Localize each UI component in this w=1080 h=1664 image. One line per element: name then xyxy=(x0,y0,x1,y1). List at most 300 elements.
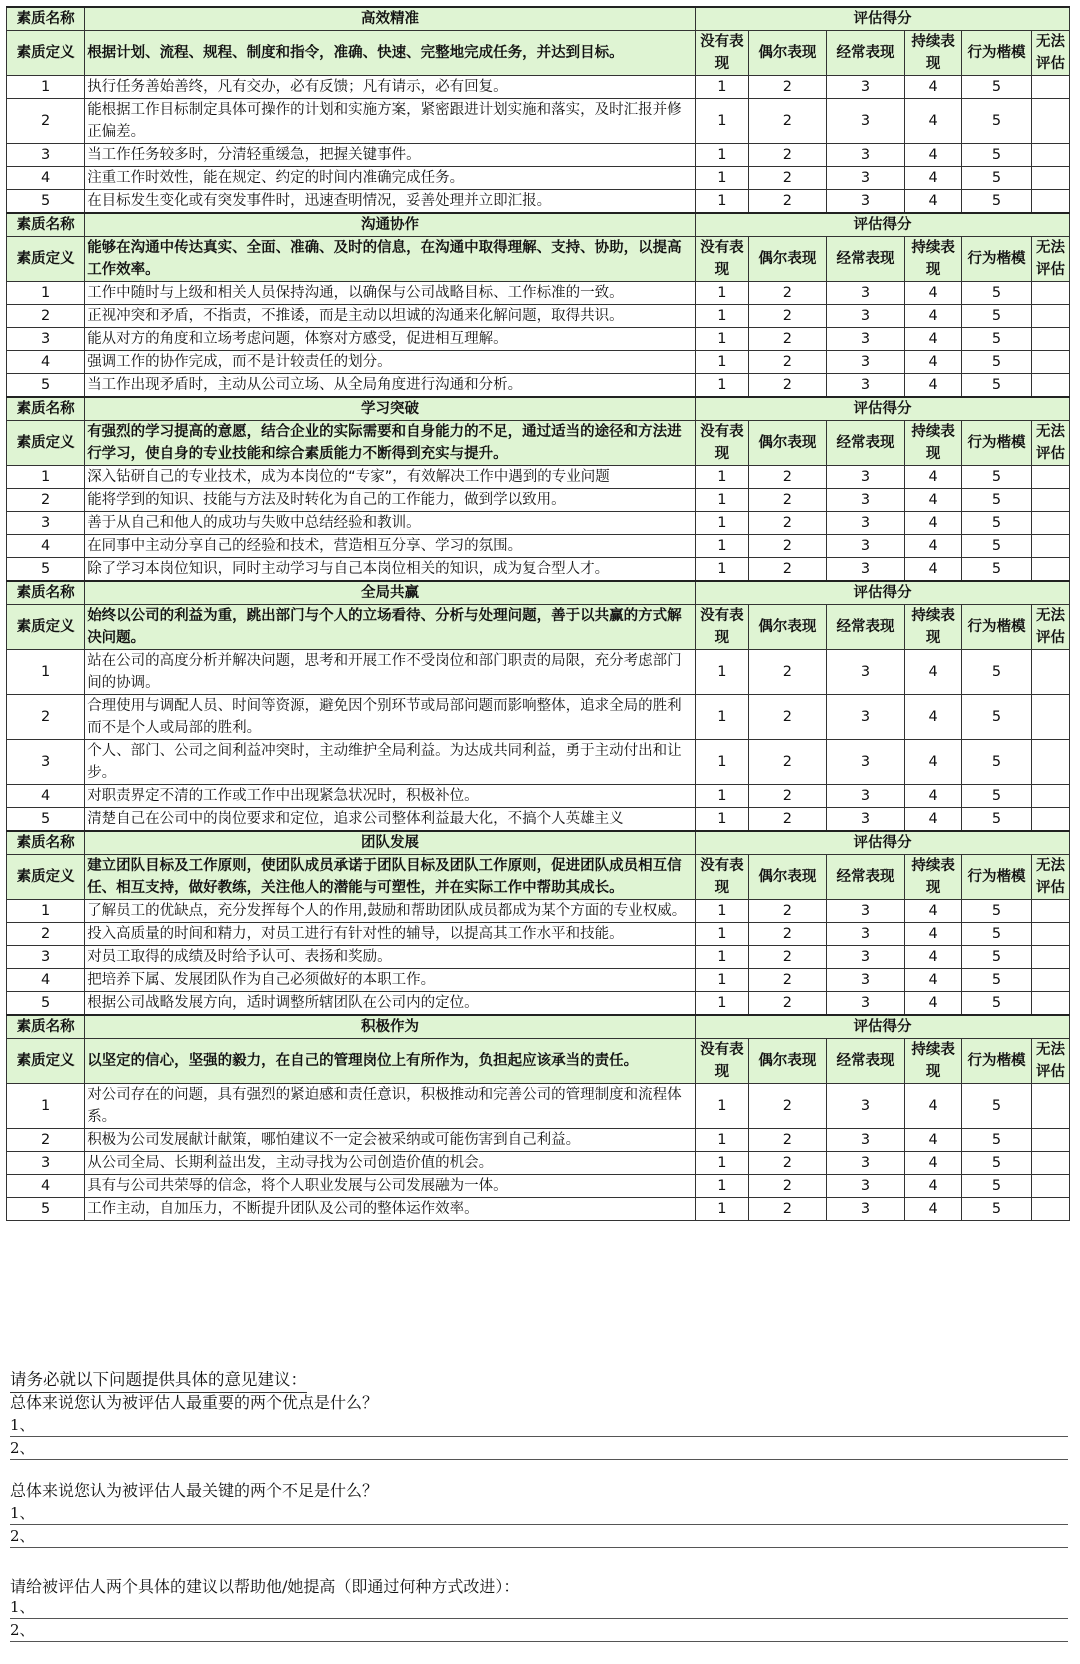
behavior-text: 合理使用与调配人员、时间等资源，避免因个别环节或局部问题而影响整体，追求全局的胜利而不是个人或局部的胜利。 xyxy=(85,695,696,740)
score-option[interactable]: 3 xyxy=(826,351,904,374)
score-option[interactable]: 2 xyxy=(748,992,826,1016)
behavior-text: 注重工作时效性，能在规定、约定的时间内准确完成任务。 xyxy=(85,167,696,190)
score-option[interactable]: 2 xyxy=(748,282,826,305)
score-option[interactable]: 4 xyxy=(905,351,962,374)
score-option[interactable]: 5 xyxy=(962,969,1032,992)
score-option[interactable]: 3 xyxy=(826,190,904,214)
option-frequent: 经常表现 xyxy=(826,1039,904,1084)
option-occasional: 偶尔表现 xyxy=(748,237,826,282)
score-option[interactable]: 1 xyxy=(695,351,748,374)
behavior-row xyxy=(7,740,1070,785)
competency-name: 学习突破 xyxy=(85,397,696,421)
score-option[interactable]: 5 xyxy=(962,808,1032,832)
score-option[interactable]: 3 xyxy=(826,808,904,832)
name-label: 素质名称 xyxy=(7,213,85,237)
score-option[interactable]: 2 xyxy=(748,923,826,946)
score-option[interactable]: 4 xyxy=(905,650,962,695)
score-option[interactable]: 5 xyxy=(962,558,1032,582)
behavior-text: 除了学习本岗位知识，同时主动学习与自己本岗位相关的知识，成为复合型人才。 xyxy=(85,558,696,582)
score-option[interactable]: 4 xyxy=(905,512,962,535)
score-option[interactable]: 4 xyxy=(905,785,962,808)
cannot-evaluate-cell[interactable] xyxy=(1031,512,1069,535)
score-option[interactable]: 5 xyxy=(962,466,1032,489)
score-option[interactable]: 2 xyxy=(748,695,826,740)
score-option[interactable]: 3 xyxy=(826,740,904,785)
score-option[interactable]: 1 xyxy=(695,808,748,832)
option-continuous: 持续表现 xyxy=(905,237,962,282)
score-option[interactable]: 2 xyxy=(748,535,826,558)
cannot-evaluate-cell[interactable] xyxy=(1031,1175,1069,1198)
score-option[interactable]: 4 xyxy=(905,969,962,992)
score-option[interactable]: 1 xyxy=(695,99,748,144)
score-option[interactable]: 4 xyxy=(905,167,962,190)
behavior-text: 个人、部门、公司之间利益冲突时，主动维护全局利益。为达成共同利益，勇于主动付出和让步。 xyxy=(85,740,696,785)
behavior-text: 能从对方的角度和立场考虑问题，体察对方感受，促进相互理解。 xyxy=(85,328,696,351)
behavior-row xyxy=(7,99,1070,144)
score-option[interactable]: 5 xyxy=(962,740,1032,785)
score-option[interactable]: 1 xyxy=(695,1152,748,1175)
item-number: 3 xyxy=(7,740,85,785)
behavior-row xyxy=(7,695,1070,740)
score-option[interactable]: 3 xyxy=(826,946,904,969)
feedback-question: 总体来说您认为被评估人最关键的两个不足是什么？ xyxy=(10,1481,379,1500)
option-continuous: 持续表现 xyxy=(905,605,962,650)
score-option[interactable]: 5 xyxy=(962,535,1032,558)
item-number: 2 xyxy=(7,923,85,946)
score-option[interactable]: 3 xyxy=(826,374,904,398)
score-option[interactable]: 4 xyxy=(905,740,962,785)
cannot-evaluate-cell[interactable] xyxy=(1031,946,1069,969)
cannot-evaluate-cell[interactable] xyxy=(1031,144,1069,167)
competency-header-row xyxy=(7,831,1070,855)
behavior-text: 清楚自己在公司中的岗位要求和定位，追求公司整体利益最大化，不搞个人英雄主义 xyxy=(85,808,696,832)
cannot-evaluate-cell[interactable] xyxy=(1031,808,1069,832)
definition-row xyxy=(7,31,1070,76)
score-option[interactable]: 2 xyxy=(748,99,826,144)
competency-definition: 始终以公司的利益为重，跳出部门与个人的立场看待、分析与处理问题，善于以共赢的方式解决问题。 xyxy=(85,605,696,650)
feedback-question: 总体来说您认为被评估人最重要的两个优点是什么？ xyxy=(10,1393,379,1412)
option-continuous: 持续表现 xyxy=(905,1039,962,1084)
score-option[interactable]: 4 xyxy=(905,1175,962,1198)
score-option[interactable]: 3 xyxy=(826,1198,904,1221)
score-option[interactable]: 4 xyxy=(905,1152,962,1175)
score-option[interactable]: 5 xyxy=(962,167,1032,190)
score-option[interactable]: 2 xyxy=(748,558,826,582)
competency-name: 积极作为 xyxy=(85,1015,696,1039)
behavior-text: 能根据工作目标制定具体可操作的计划和实施方案，紧密跟进计划实施和落实，及时汇报并修正偏差。 xyxy=(85,99,696,144)
item-number: 4 xyxy=(7,969,85,992)
score-option[interactable]: 2 xyxy=(748,1084,826,1129)
behavior-row xyxy=(7,144,1070,167)
option-role-model: 行为楷模 xyxy=(962,605,1032,650)
item-number: 2 xyxy=(7,489,85,512)
score-option[interactable]: 1 xyxy=(695,992,748,1016)
score-option[interactable]: 5 xyxy=(962,1129,1032,1152)
cannot-evaluate-cell[interactable] xyxy=(1031,558,1069,582)
score-option[interactable]: 3 xyxy=(826,489,904,512)
score-option[interactable]: 4 xyxy=(905,923,962,946)
behavior-text: 积极为公司发展献计献策，哪怕建议不一定会被采纳或可能伤害到自己利益。 xyxy=(85,1129,696,1152)
cannot-evaluate-cell[interactable] xyxy=(1031,1129,1069,1152)
score-option[interactable]: 2 xyxy=(748,144,826,167)
score-option[interactable]: 3 xyxy=(826,144,904,167)
score-option[interactable]: 5 xyxy=(962,923,1032,946)
score-option[interactable]: 2 xyxy=(748,1152,826,1175)
score-option[interactable]: 5 xyxy=(962,351,1032,374)
evaluation-sheet xyxy=(6,6,1070,1221)
cannot-evaluate-cell[interactable] xyxy=(1031,282,1069,305)
score-option[interactable]: 4 xyxy=(905,808,962,832)
cannot-evaluate-cell[interactable] xyxy=(1031,374,1069,398)
competency-header-row xyxy=(7,1015,1070,1039)
competency-header-row xyxy=(7,397,1070,421)
competency-definition: 根据计划、流程、规程、制度和指令，准确、快速、完整地完成任务，并达到目标。 xyxy=(85,31,696,76)
score-option[interactable]: 2 xyxy=(748,740,826,785)
score-option[interactable]: 3 xyxy=(826,785,904,808)
score-option[interactable]: 5 xyxy=(962,144,1032,167)
cannot-evaluate-cell[interactable] xyxy=(1031,650,1069,695)
score-option[interactable]: 4 xyxy=(905,144,962,167)
score-option[interactable]: 2 xyxy=(748,328,826,351)
score-option[interactable]: 4 xyxy=(905,695,962,740)
behavior-row xyxy=(7,1129,1070,1152)
behavior-text: 具有与公司共荣辱的信念，将个人职业发展与公司发展融为一体。 xyxy=(85,1175,696,1198)
score-option[interactable]: 3 xyxy=(826,305,904,328)
score-option[interactable]: 5 xyxy=(962,785,1032,808)
competency-name: 高效精准 xyxy=(85,7,696,31)
cannot-evaluate-cell[interactable] xyxy=(1031,969,1069,992)
score-option[interactable]: 5 xyxy=(962,190,1032,214)
behavior-row xyxy=(7,785,1070,808)
score-option[interactable]: 1 xyxy=(695,785,748,808)
score-option[interactable]: 2 xyxy=(748,900,826,923)
score-option[interactable]: 3 xyxy=(826,167,904,190)
name-label: 素质名称 xyxy=(7,7,85,31)
option-frequent: 经常表现 xyxy=(826,855,904,900)
answer-line[interactable]: 1、 xyxy=(10,1596,1068,1619)
score-option[interactable]: 4 xyxy=(905,946,962,969)
definition-label: 素质定义 xyxy=(7,421,85,466)
score-option[interactable]: 5 xyxy=(962,76,1032,99)
score-option[interactable]: 5 xyxy=(962,1152,1032,1175)
item-number: 1 xyxy=(7,76,85,99)
item-number: 5 xyxy=(7,808,85,832)
behavior-row xyxy=(7,900,1070,923)
cannot-evaluate-cell[interactable] xyxy=(1031,535,1069,558)
option-occasional: 偶尔表现 xyxy=(748,605,826,650)
behavior-text: 对职责界定不清的工作或工作中出现紧急状况时，积极补位。 xyxy=(85,785,696,808)
score-option[interactable]: 2 xyxy=(748,808,826,832)
score-option[interactable]: 2 xyxy=(748,466,826,489)
competency-definition: 有强烈的学习提高的意愿，结合企业的实际需要和自身能力的不足，通过适当的途径和方法进行学习，使自身的专业技能和综合素质能力不断得到充实与提升。 xyxy=(85,421,696,466)
behavior-text: 在目标发生变化或有突发事件时，迅速查明情况，妥善处理并立即汇报。 xyxy=(85,190,696,214)
competency-name: 沟通协作 xyxy=(85,213,696,237)
score-option[interactable]: 3 xyxy=(826,1175,904,1198)
cannot-evaluate-cell[interactable] xyxy=(1031,695,1069,740)
behavior-row xyxy=(7,76,1070,99)
score-option[interactable]: 1 xyxy=(695,1198,748,1221)
definition-row xyxy=(7,1039,1070,1084)
option-occasional: 偶尔表现 xyxy=(748,1039,826,1084)
answer-line[interactable]: 1、 xyxy=(10,1502,1068,1525)
name-label: 素质名称 xyxy=(7,397,85,421)
option-no-show: 没有表现 xyxy=(695,1039,748,1084)
score-option[interactable]: 1 xyxy=(695,558,748,582)
score-option[interactable]: 5 xyxy=(962,946,1032,969)
score-option[interactable]: 2 xyxy=(748,512,826,535)
score-option[interactable]: 4 xyxy=(905,374,962,398)
item-number: 4 xyxy=(7,351,85,374)
option-occasional: 偶尔表现 xyxy=(748,855,826,900)
score-option[interactable]: 5 xyxy=(962,1084,1032,1129)
score-option[interactable]: 2 xyxy=(748,167,826,190)
behavior-text: 工作主动，自加压力，不断提升团队及公司的整体运作效率。 xyxy=(85,1198,696,1221)
score-option[interactable]: 3 xyxy=(826,535,904,558)
score-option[interactable]: 1 xyxy=(695,946,748,969)
option-continuous: 持续表现 xyxy=(905,855,962,900)
score-option[interactable]: 1 xyxy=(695,1129,748,1152)
behavior-text: 深入钻研自己的专业技术，成为本岗位的“专家”，有效解决工作中遇到的专业问题 xyxy=(85,466,696,489)
score-option[interactable]: 5 xyxy=(962,328,1032,351)
score-option[interactable]: 3 xyxy=(826,328,904,351)
cannot-evaluate-cell[interactable] xyxy=(1031,190,1069,214)
score-option[interactable]: 4 xyxy=(905,489,962,512)
behavior-text: 了解员工的优缺点，充分发挥每个人的作用,鼓励和帮助团队成员都成为某个方面的专业权威。 xyxy=(85,900,696,923)
behavior-text: 工作中随时与上级和相关人员保持沟通，以确保与公司战略目标、工作标准的一致。 xyxy=(85,282,696,305)
behavior-row xyxy=(7,535,1070,558)
score-option[interactable]: 3 xyxy=(826,695,904,740)
score-option[interactable]: 1 xyxy=(695,923,748,946)
score-option[interactable]: 3 xyxy=(826,76,904,99)
score-option[interactable]: 1 xyxy=(695,76,748,99)
score-option[interactable]: 2 xyxy=(748,489,826,512)
behavior-row xyxy=(7,1198,1070,1221)
score-option[interactable]: 3 xyxy=(826,969,904,992)
item-number: 4 xyxy=(7,1175,85,1198)
name-label: 素质名称 xyxy=(7,1015,85,1039)
score-option[interactable]: 3 xyxy=(826,923,904,946)
cannot-evaluate-cell[interactable] xyxy=(1031,1084,1069,1129)
cannot-evaluate-cell[interactable] xyxy=(1031,740,1069,785)
item-number: 1 xyxy=(7,650,85,695)
behavior-text: 执行任务善始善终，凡有交办，必有反馈；凡有请示，必有回复。 xyxy=(85,76,696,99)
score-option[interactable]: 4 xyxy=(905,900,962,923)
option-continuous: 持续表现 xyxy=(905,421,962,466)
score-option[interactable]: 5 xyxy=(962,374,1032,398)
cannot-evaluate-cell[interactable] xyxy=(1031,328,1069,351)
option-no-show: 没有表现 xyxy=(695,855,748,900)
score-option[interactable]: 3 xyxy=(826,1152,904,1175)
item-number: 5 xyxy=(7,992,85,1016)
option-no-show: 没有表现 xyxy=(695,237,748,282)
score-option[interactable]: 2 xyxy=(748,969,826,992)
score-option[interactable]: 3 xyxy=(826,282,904,305)
score-option[interactable]: 4 xyxy=(905,328,962,351)
score-option[interactable]: 5 xyxy=(962,512,1032,535)
score-option[interactable]: 5 xyxy=(962,695,1032,740)
score-option[interactable]: 1 xyxy=(695,374,748,398)
answer-line[interactable]: 2、 xyxy=(10,1619,1068,1642)
option-cannot-evaluate: 无法评估 xyxy=(1031,605,1069,650)
behavior-row xyxy=(7,351,1070,374)
score-option[interactable]: 4 xyxy=(905,76,962,99)
behavior-text: 当工作出现矛盾时，主动从公司立场、从全局角度进行沟通和分析。 xyxy=(85,374,696,398)
score-option[interactable]: 4 xyxy=(905,1198,962,1221)
option-no-show: 没有表现 xyxy=(695,605,748,650)
score-option[interactable]: 1 xyxy=(695,535,748,558)
behavior-text: 对公司存在的问题，具有强烈的紧迫感和责任意识，积极推动和完善公司的管理制度和流程体系。 xyxy=(85,1084,696,1129)
option-role-model: 行为楷模 xyxy=(962,31,1032,76)
cannot-evaluate-cell[interactable] xyxy=(1031,923,1069,946)
answer-line[interactable]: 1、 xyxy=(10,1414,1068,1437)
behavior-row xyxy=(7,512,1070,535)
score-option[interactable]: 4 xyxy=(905,992,962,1016)
behavior-text: 当工作任务较多时，分清轻重缓急，把握关键事件。 xyxy=(85,144,696,167)
score-option[interactable]: 3 xyxy=(826,466,904,489)
cannot-evaluate-cell[interactable] xyxy=(1031,1198,1069,1221)
score-option[interactable]: 5 xyxy=(962,650,1032,695)
option-frequent: 经常表现 xyxy=(826,31,904,76)
cannot-evaluate-cell[interactable] xyxy=(1031,76,1069,99)
score-option[interactable]: 3 xyxy=(826,1084,904,1129)
score-option[interactable]: 2 xyxy=(748,785,826,808)
competency-definition: 能够在沟通中传达真实、全面、准确、及时的信息，在沟通中取得理解、支持、协助，以提高工作效率。 xyxy=(85,237,696,282)
score-option[interactable]: 4 xyxy=(905,535,962,558)
score-option[interactable]: 4 xyxy=(905,1084,962,1129)
score-option[interactable]: 1 xyxy=(695,305,748,328)
cannot-evaluate-cell[interactable] xyxy=(1031,1152,1069,1175)
score-option[interactable]: 2 xyxy=(748,1129,826,1152)
cannot-evaluate-cell[interactable] xyxy=(1031,466,1069,489)
score-option[interactable]: 2 xyxy=(748,946,826,969)
item-number: 2 xyxy=(7,695,85,740)
score-option[interactable]: 1 xyxy=(695,328,748,351)
score-option[interactable]: 1 xyxy=(695,489,748,512)
score-option[interactable]: 2 xyxy=(748,374,826,398)
behavior-text: 在同事中主动分享自己的经验和技术，营造相互分享、学习的氛围。 xyxy=(85,535,696,558)
score-option[interactable]: 2 xyxy=(748,351,826,374)
competency-header-row xyxy=(7,213,1070,237)
score-option[interactable]: 3 xyxy=(826,558,904,582)
option-frequent: 经常表现 xyxy=(826,421,904,466)
option-frequent: 经常表现 xyxy=(826,605,904,650)
score-option[interactable]: 4 xyxy=(905,466,962,489)
score-option[interactable]: 3 xyxy=(826,900,904,923)
behavior-row xyxy=(7,992,1070,1016)
score-option[interactable]: 1 xyxy=(695,512,748,535)
score-label: 评估得分 xyxy=(695,1015,1069,1039)
score-option[interactable]: 3 xyxy=(826,992,904,1016)
cannot-evaluate-cell[interactable] xyxy=(1031,785,1069,808)
score-option[interactable]: 5 xyxy=(962,992,1032,1016)
score-option[interactable]: 5 xyxy=(962,282,1032,305)
score-option[interactable]: 1 xyxy=(695,740,748,785)
score-option[interactable]: 3 xyxy=(826,512,904,535)
cannot-evaluate-cell[interactable] xyxy=(1031,99,1069,144)
score-option[interactable]: 4 xyxy=(905,305,962,328)
score-option[interactable]: 2 xyxy=(748,305,826,328)
behavior-text: 把培养下属、发展团队作为自己必须做好的本职工作。 xyxy=(85,969,696,992)
item-number: 1 xyxy=(7,900,85,923)
behavior-text: 投入高质量的时间和精力，对员工进行有针对性的辅导，以提高其工作水平和技能。 xyxy=(85,923,696,946)
score-option[interactable]: 5 xyxy=(962,305,1032,328)
score-option[interactable]: 4 xyxy=(905,99,962,144)
behavior-row xyxy=(7,466,1070,489)
option-cannot-evaluate: 无法评估 xyxy=(1031,421,1069,466)
item-number: 2 xyxy=(7,1129,85,1152)
score-option[interactable]: 5 xyxy=(962,900,1032,923)
competency-header-row xyxy=(7,581,1070,605)
score-option[interactable]: 1 xyxy=(695,144,748,167)
cannot-evaluate-cell[interactable] xyxy=(1031,489,1069,512)
definition-row xyxy=(7,605,1070,650)
score-option[interactable]: 1 xyxy=(695,167,748,190)
name-label: 素质名称 xyxy=(7,581,85,605)
behavior-row xyxy=(7,1152,1070,1175)
behavior-text: 站在公司的高度分析并解决问题，思考和开展工作不受岗位和部门职责的局限，充分考虑部门间的协调。 xyxy=(85,650,696,695)
cannot-evaluate-cell[interactable] xyxy=(1031,305,1069,328)
score-option[interactable]: 1 xyxy=(695,282,748,305)
definition-label: 素质定义 xyxy=(7,237,85,282)
score-option[interactable]: 5 xyxy=(962,489,1032,512)
behavior-row xyxy=(7,167,1070,190)
score-option[interactable]: 3 xyxy=(826,1129,904,1152)
behavior-text: 正视冲突和矛盾，不指责，不推诿，而是主动以坦诚的沟通来化解问题，取得共识。 xyxy=(85,305,696,328)
item-number: 3 xyxy=(7,144,85,167)
score-option[interactable]: 1 xyxy=(695,650,748,695)
competency-name: 团队发展 xyxy=(85,831,696,855)
item-number: 4 xyxy=(7,785,85,808)
score-option[interactable]: 1 xyxy=(695,466,748,489)
option-no-show: 没有表现 xyxy=(695,31,748,76)
score-option[interactable]: 1 xyxy=(695,695,748,740)
score-option[interactable]: 1 xyxy=(695,969,748,992)
cannot-evaluate-cell[interactable] xyxy=(1031,167,1069,190)
score-option[interactable]: 2 xyxy=(748,190,826,214)
score-label: 评估得分 xyxy=(695,581,1069,605)
score-option[interactable]: 1 xyxy=(695,190,748,214)
score-option[interactable]: 2 xyxy=(748,76,826,99)
score-option[interactable]: 3 xyxy=(826,650,904,695)
score-option[interactable]: 5 xyxy=(962,1198,1032,1221)
cannot-evaluate-cell[interactable] xyxy=(1031,900,1069,923)
item-number: 1 xyxy=(7,466,85,489)
score-option[interactable]: 1 xyxy=(695,1084,748,1129)
behavior-text: 能将学到的知识、技能与方法及时转化为自己的工作能力，做到学以致用。 xyxy=(85,489,696,512)
option-role-model: 行为楷模 xyxy=(962,855,1032,900)
item-number: 1 xyxy=(7,282,85,305)
score-option[interactable]: 2 xyxy=(748,650,826,695)
cannot-evaluate-cell[interactable] xyxy=(1031,992,1069,1016)
score-option[interactable]: 5 xyxy=(962,1175,1032,1198)
option-cannot-evaluate: 无法评估 xyxy=(1031,31,1069,76)
score-option[interactable]: 4 xyxy=(905,1129,962,1152)
score-option[interactable]: 2 xyxy=(748,1198,826,1221)
answer-line[interactable]: 2、 xyxy=(10,1525,1068,1548)
score-option[interactable]: 5 xyxy=(962,99,1032,144)
score-option[interactable]: 2 xyxy=(748,1175,826,1198)
score-option[interactable]: 4 xyxy=(905,558,962,582)
score-option[interactable]: 1 xyxy=(695,1175,748,1198)
item-number: 3 xyxy=(7,328,85,351)
cannot-evaluate-cell[interactable] xyxy=(1031,351,1069,374)
behavior-row xyxy=(7,946,1070,969)
score-option[interactable]: 4 xyxy=(905,190,962,214)
score-option[interactable]: 1 xyxy=(695,900,748,923)
answer-line[interactable]: 2、 xyxy=(10,1437,1068,1460)
score-option[interactable]: 3 xyxy=(826,99,904,144)
score-option[interactable]: 4 xyxy=(905,282,962,305)
